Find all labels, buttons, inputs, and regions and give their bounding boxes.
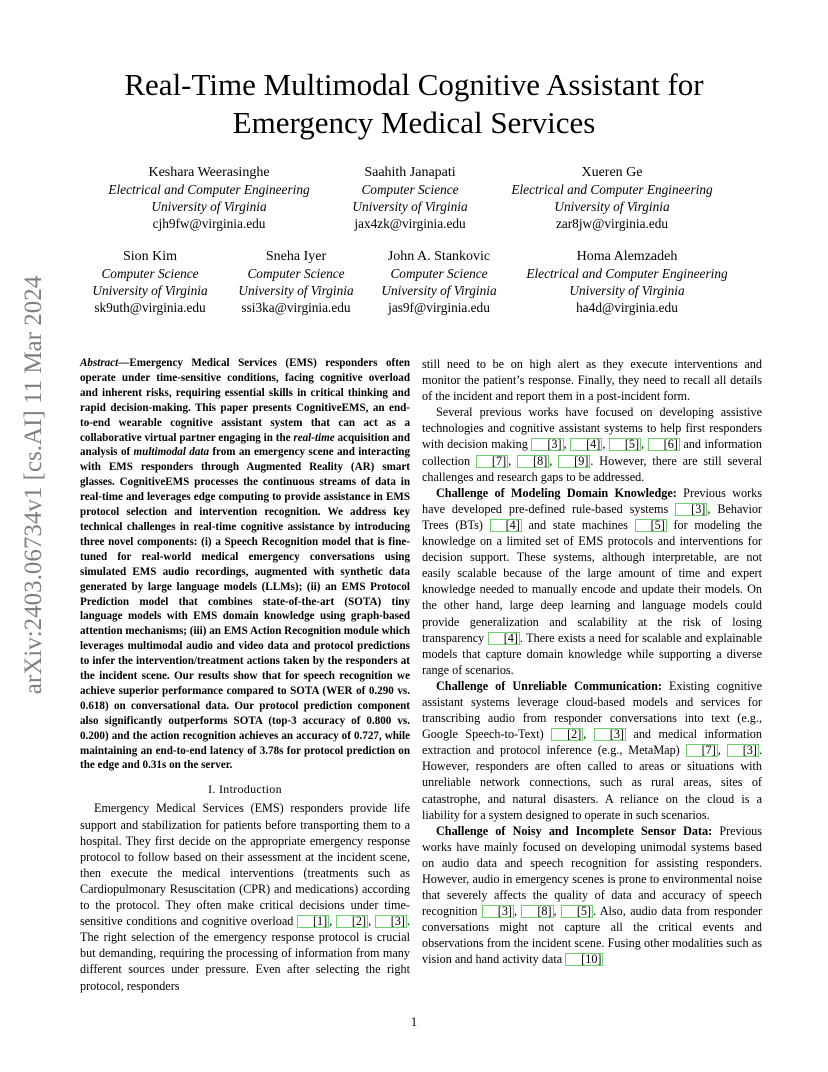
author-affiliation: Computer Science (361, 182, 459, 197)
author-email[interactable]: ha4d@virginia.edu (576, 300, 678, 315)
citation-link[interactable]: [3] (531, 438, 563, 451)
citation-link[interactable]: [5] (635, 519, 667, 532)
paragraph-heading: Challenge of Modeling Domain Knowledge: (436, 485, 677, 500)
author-name: John A. Stankovic (387, 249, 491, 264)
author-name: Sion Kim (122, 249, 178, 264)
abstract-label: Abstract (80, 357, 119, 369)
author-email[interactable]: sk9uth@virginia.edu (94, 300, 206, 315)
author-name: Sneha Iyer (265, 249, 327, 264)
citation-link[interactable]: [9] (558, 455, 590, 468)
citation-link[interactable]: [4] (490, 519, 522, 532)
author-affiliation: Computer Science (101, 266, 199, 281)
citation-link[interactable]: [8] (517, 455, 549, 468)
citation-link[interactable]: [5] (561, 905, 593, 918)
author-email[interactable]: ssi3ka@virginia.edu (241, 300, 351, 315)
author-name: Xueren Ge (581, 165, 643, 180)
author-affiliation: Computer Science (247, 266, 345, 281)
paragraph: still need to be on high alert as they execute interventions and monitor the patient’s response. Finally, they need to recall all details of the incident and report them in a post-incident form. (422, 357, 762, 404)
intro-paragraph: Emergency Medical Services (EMS) responders provide life support and stabilization for patients before transporting them to a hospital. They first decide on the appropriate emergency response protocol to follow based on their assessment at the incident scene, then execute the medical interventions (treatments such as Cardiopulmonary Resuscitation (CPR) and medications) according to the protocol. They often make critical decisions under time-sensitive conditions and cognitive overload [1] , [2] , [3] . The right selection of the emergency response protocol is crucial but demanding, requiring the processing of information from many different sources under pressure. Even after selecting the right protocol, responders (80, 801, 411, 993)
author-name: Homa Alemzadeh (576, 249, 678, 264)
citation-link[interactable]: [2] (551, 728, 583, 741)
author-affiliation: Electrical and Computer Engineering (108, 182, 310, 197)
citation-link[interactable]: [4] (488, 632, 520, 645)
author-university: University of Virginia (554, 199, 670, 214)
section-heading: I. Introduction (208, 782, 282, 797)
author-affiliation: Computer Science (390, 266, 488, 281)
author-block (330, 164, 490, 232)
citation-link[interactable]: [10] (565, 953, 603, 966)
author-email[interactable]: zar8jw@virginia.edu (555, 216, 669, 231)
author-email[interactable]: jax4zk@virginia.edu (354, 216, 466, 231)
arxiv-sidebar (16, 275, 52, 695)
author-block (80, 248, 220, 316)
citation-link[interactable]: [3] (594, 728, 626, 741)
author-university: University of Virginia (151, 199, 267, 214)
title-line-1: Real-Time Multimodal Cognitive Assistant for (124, 67, 704, 102)
citation-link[interactable]: [4] (570, 438, 602, 451)
citation-link[interactable]: [3] (675, 503, 707, 516)
author-block (104, 164, 314, 232)
author-block (507, 164, 717, 232)
left-column (80, 356, 410, 994)
author-block (369, 248, 509, 316)
paragraph: Challenge of Noisy and Incomplete Sensor Data: Previous works have mainly focused on developing unimodal systems based on audio data and speech recognition for assisting responders. However, audio in emergency scenes is prone to environmental noise that severely affects the quality of data and accuracy of speech recognition [3] , [8] , [5] . Also, audio data from responder conversations might not capture all the critical events and observations from the incident scene. Fusing other modalities such as vision and hand activity data [10] (422, 823, 763, 967)
author-block (226, 248, 366, 316)
page-number: 1 (410, 1014, 418, 1029)
citation-link[interactable]: [6] (648, 438, 680, 451)
citation-link[interactable]: [8] (521, 905, 553, 918)
citation-link[interactable]: [2] (336, 915, 368, 928)
author-block (522, 248, 732, 316)
author-email[interactable]: cjh9fw@virginia.edu (152, 216, 266, 231)
author-email[interactable]: jas9f@virginia.edu (388, 300, 490, 315)
citation-link[interactable]: [3] (482, 905, 514, 918)
paper-title (60, 66, 768, 142)
author-name: Saahith Janapati (364, 165, 456, 180)
citation-link[interactable]: [7] (476, 455, 508, 468)
author-university: University of Virginia (238, 283, 354, 298)
arxiv-identifier[interactable]: arXiv:2403.06734v1 [cs.AI] 11 Mar 2024 (20, 275, 47, 695)
author-university: University of Virginia (381, 283, 497, 298)
title-line-2: Emergency Medical Services (232, 105, 596, 140)
paragraph: Challenge of Unreliable Communication: Existing cognitive assistant systems leverage cloud-based models and services for transcribing audio from responder conversations into text (e.g., Google Speech-to-Text) [2] , [3] and medical information extraction and protocol inference (e.g., MetaMap) [7] , [3] . However, responders are often called to areas or situations with unreliable network connections, such as rural areas, sites of catastrophe, and natural disasters. A reliance on the cloud is a liability for a system designed to operate in such scenarios. (422, 678, 762, 822)
citation-link[interactable]: [5] (609, 438, 641, 451)
author-affiliation: Electrical and Computer Engineering (526, 266, 728, 281)
citation-link[interactable]: [3] (375, 915, 407, 928)
citation-link[interactable]: [7] (686, 744, 718, 757)
author-name: Keshara Weerasinghe (148, 165, 270, 180)
citation-link[interactable]: [3] (727, 744, 759, 757)
paragraph-heading: Challenge of Unreliable Communication: (436, 678, 662, 693)
right-column (422, 356, 762, 968)
paragraph: Challenge of Modeling Domain Knowledge: Previous works have developed pre-defined rule-based systems [3] , Behavior Trees (BTs) [4] and state machines [5] for modeling the knowledge on a limited set of EMS protocols and interventions for decision support. These systems, although interpretable, are not easily scalable because of the large amount of time and expert knowledge needed to manually encode and update their models. On the other hand, large deep learning and language models could provide generalization and scalability at the risk of losing transparency [4] . There exists a need for scalable and explainable models that capture domain knowledge while supporting a diverse range of scenarios. (422, 485, 763, 677)
paragraph-heading: Challenge of Noisy and Incomplete Sensor Data: (436, 823, 713, 838)
author-university: University of Virginia (352, 199, 468, 214)
author-university: University of Virginia (569, 283, 685, 298)
abstract: Abstract—Emergency Medical Services (EMS) responders often operate under time-sensitive conditions, facing cognitive overload and inherent risks, requiring essential skills in critical thinking and rapid decision-making. This paper presents CognitiveEMS, an end-to-end wearable cognitive assistant system that can act as a collaborative virtual partner engaging in the real-time acquisition and analysis of multimodal data from an emergency scene and interacting with EMS responders through Augmented Reality (AR) smart glasses. CognitiveEMS processes the continuous streams of data in real-time and leverages edge computing to provide assistance in EMS protocol selection and intervention recognition. We address key technical challenges in real-time cognitive assistance by introducing three novel components: (i) a Speech Recognition model that is fine-tuned for real-world medical emergency conversations using simulated EMS audio recordings, augmented with synthetic data generated by large language models (LLMs); (ii) an EMS Protocol Prediction model that combines state-of-the-art (SOTA) tiny language models with EMS domain knowledge using graph-based attention mechanisms; (iii) an EMS Action Recognition module which leverages multimodal audio and video data and protocol predictions to infer the intervention/treatment actions taken by the responders at the incident scene. Our results show that for speech recognition we achieve superior performance compared to SOTA (WER of 0.290 vs. 0.618) on conversational data. Our protocol prediction component also significantly outperforms SOTA (top-3 accuracy of 0.800 vs. 0.200) and the action recognition achieves an accuracy of 0.727, while maintaining an end-to-end latency of 3.78s for protocol prediction on the edge and 0.31s on the server. (80, 357, 411, 772)
citation-link[interactable]: [1] (297, 915, 329, 928)
author-affiliation: Electrical and Computer Engineering (511, 182, 713, 197)
author-university: University of Virginia (92, 283, 208, 298)
paragraph: Several previous works have focused on developing assistive technologies and cognitive assistant systems to help first responders with decision making [3] , [4] , [5] , [6] and information collection [7] , [8] , [9] . However, there are still several challenges and research gaps to be addressed. (422, 405, 762, 484)
